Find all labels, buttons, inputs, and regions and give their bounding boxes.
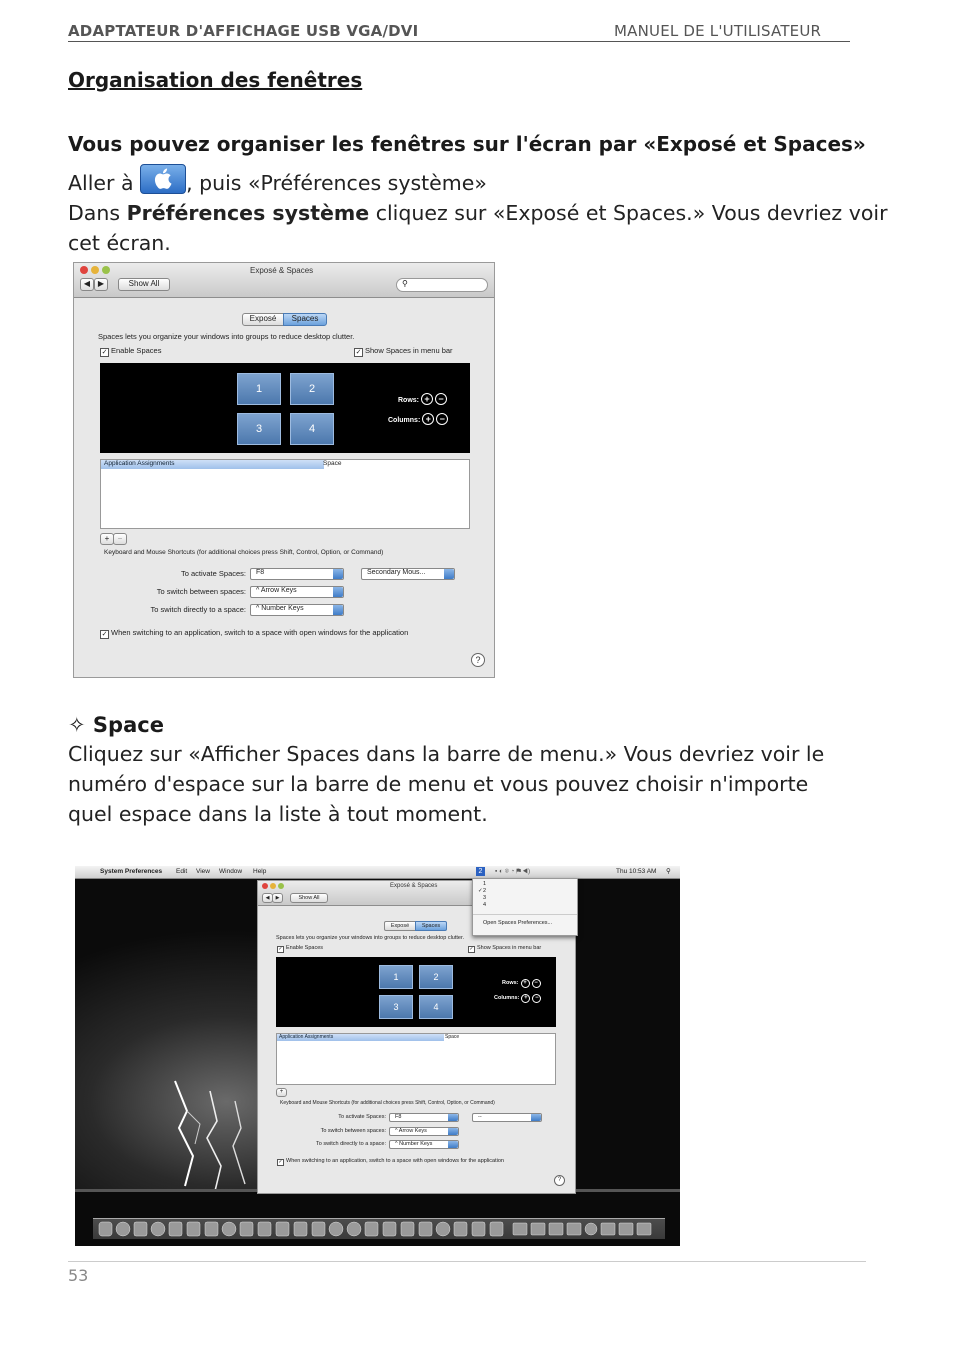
shortcuts-description: Keyboard and Mouse Shortcuts (for additional choices press Shift, Control, Option, or Command) [280, 1100, 495, 1106]
para1-line2 [68, 198, 888, 228]
checkbox-icon: ✓ [278, 946, 283, 952]
checkbox-icon: ✓ [101, 631, 108, 638]
plus-icon[interactable]: + [422, 413, 434, 425]
enable-spaces-checkbox[interactable] [100, 346, 161, 357]
space-tile[interactable]: 3 [237, 413, 281, 445]
activate-spaces-popup[interactable]: F8 [250, 568, 344, 580]
switch-between-popup[interactable]: ^ Arrow Keys [250, 586, 344, 598]
forward-arrow-icon[interactable]: ▶ [94, 278, 108, 291]
show-menu-bar-checkbox[interactable] [354, 346, 453, 357]
space-heading [68, 713, 164, 737]
application-assignments-list[interactable] [100, 459, 470, 529]
forward-arrow-icon[interactable]: ▶ [272, 893, 283, 903]
para1-line1 [68, 164, 888, 198]
para1-line2-a: Dans [68, 201, 121, 225]
tab-expose[interactable]: Exposé [384, 921, 416, 931]
switch-direct-label: To switch directly to a space: [150, 605, 246, 614]
space-tile[interactable]: 4 [419, 995, 453, 1019]
para1-line3: cet écran. [68, 231, 171, 255]
switch-direct-popup[interactable]: ^ Number Keys [389, 1140, 459, 1149]
tab-spaces[interactable]: Spaces [283, 313, 327, 326]
search-field[interactable] [396, 278, 488, 292]
dock [93, 1218, 665, 1239]
para2-line: quel espace dans la liste à tout moment. [68, 802, 488, 826]
checkbox-icon: ✓ [278, 1159, 283, 1165]
when-switching-checkbox[interactable] [277, 1158, 504, 1166]
switch-between-popup[interactable]: ^ Arrow Keys [389, 1127, 459, 1136]
dropdown-item-space[interactable]: 3 [483, 895, 487, 901]
space-tile[interactable]: 1 [379, 965, 413, 989]
paragraph-2 [68, 739, 824, 829]
when-switching-checkbox[interactable] [100, 628, 408, 639]
open-spaces-preferences[interactable]: Open Spaces Preferences... [483, 920, 553, 926]
space-tile[interactable]: 4 [290, 413, 334, 445]
para2-line: numéro d'espace sur la barre de menu et vous pouvez choisir n'importe [68, 772, 809, 796]
switch-direct-popup[interactable]: ^ Number Keys [250, 604, 344, 616]
spaces-grid-panel [276, 957, 556, 1027]
status-icons: ▪ ◐ ⌾ ◔ ⚑ ◀) [495, 868, 531, 875]
para2-line: Cliquez sur «Afficher Spaces dans la barre de menu.» Vous devriez voir le [68, 742, 825, 766]
para1-line2-b: cliquez sur «Exposé et Spaces.» Vous devriez voir [375, 201, 888, 225]
checkbox-icon: ✓ [355, 349, 362, 356]
column-header-application[interactable]: Application Assignments [101, 460, 324, 469]
search-icon: ⚲ [402, 279, 408, 288]
space-heading-label: Space [92, 713, 164, 737]
when-switching-label: When switching to an application, switch to a space with open windows for the application [111, 628, 409, 637]
rows-control [398, 393, 447, 405]
columns-label: Columns: [494, 995, 520, 1001]
spaces-menu-extra[interactable]: 2 [476, 867, 485, 876]
menu-view[interactable]: View [196, 868, 210, 875]
paragraph-1 [68, 164, 888, 258]
menu-help[interactable]: Help [253, 868, 267, 875]
menu-separator [473, 914, 577, 915]
tab-expose[interactable]: Exposé [242, 313, 284, 326]
add-icon[interactable]: + [100, 533, 114, 545]
add-icon[interactable]: + [276, 1088, 287, 1097]
header-rule [68, 41, 850, 42]
close-icon[interactable] [80, 266, 88, 274]
menu-app-name[interactable]: System Preferences [100, 868, 163, 875]
show-all-button[interactable]: Show All [118, 278, 170, 291]
minimize-icon[interactable] [270, 883, 276, 889]
dock-app-icons[interactable] [93, 1219, 665, 1239]
columns-control [388, 413, 448, 425]
space-tile[interactable]: 2 [290, 373, 334, 405]
space-tile[interactable]: 2 [419, 965, 453, 989]
show-menu-bar-label: Show Spaces in menu bar [365, 346, 453, 355]
window-titlebar [74, 263, 494, 298]
minus-icon[interactable]: − [436, 413, 448, 425]
column-header-space[interactable]: Space [323, 460, 342, 467]
menu-clock: Thu 10:53 AM [616, 868, 657, 875]
screenshot-desktop-spaces [75, 866, 680, 1246]
minimize-icon[interactable] [91, 266, 99, 274]
para1-line2-bold: Préférences système [126, 201, 370, 225]
mouse-button-popup[interactable]: Secondary Mous... [361, 568, 455, 580]
minus-icon[interactable]: − [532, 979, 541, 988]
minus-icon[interactable]: − [532, 994, 541, 1003]
back-arrow-icon[interactable]: ◀ [262, 893, 273, 903]
plus-icon[interactable]: + [521, 979, 530, 988]
menu-bar [75, 866, 680, 879]
switch-between-label: To switch between spaces: [156, 587, 246, 596]
space-tile[interactable]: 1 [237, 373, 281, 405]
enable-spaces-checkbox[interactable] [277, 945, 323, 953]
header-manual: MANUEL DE L'UTILISATEUR [614, 22, 822, 40]
switch-direct-label: To switch directly to a space: [315, 1141, 386, 1147]
dropdown-item-space[interactable]: 1 [483, 881, 487, 887]
spaces-dropdown-menu [472, 878, 578, 936]
rows-label: Rows: [502, 980, 519, 986]
header-title: ADAPTATEUR D'AFFICHAGE USB VGA/DVI [68, 22, 419, 40]
show-all-button[interactable]: Show All [290, 893, 328, 903]
spotlight-icon[interactable]: ⚲ [666, 868, 671, 875]
spaces-description: Spaces lets you organize your windows into groups to reduce desktop clutter. [276, 935, 465, 941]
spaces-grid-panel [100, 363, 470, 453]
plus-icon[interactable]: + [421, 393, 433, 405]
window-title: Exposé & Spaces [250, 266, 314, 275]
enable-spaces-label: Enable Spaces [286, 945, 323, 951]
column-header-space[interactable]: Space [445, 1034, 460, 1040]
application-assignments-list[interactable] [276, 1033, 556, 1085]
columns-label: Columns: [388, 417, 421, 424]
rows-control [502, 979, 541, 988]
page-number: 53 [68, 1266, 89, 1285]
dropdown-item-space[interactable]: 4 [483, 902, 487, 908]
activate-spaces-label: To activate Spaces: [180, 569, 246, 578]
enable-spaces-label: Enable Spaces [111, 346, 162, 355]
checkbox-icon: ✓ [101, 349, 108, 356]
footer-rule [68, 1261, 866, 1262]
space-tile[interactable]: 3 [379, 995, 413, 1019]
column-header-application[interactable]: Application Assignments [277, 1034, 444, 1041]
when-switching-label: When switching to an application, switch to a space with open windows for the application [286, 1158, 504, 1164]
minus-icon[interactable]: − [435, 393, 447, 405]
screenshot-expose-spaces [73, 262, 495, 678]
help-button[interactable]: ? [554, 1175, 565, 1186]
remove-icon[interactable]: − [113, 533, 127, 545]
activate-spaces-popup[interactable]: F8 [389, 1113, 459, 1122]
tab-spaces[interactable]: Spaces [415, 921, 447, 931]
zoom-icon[interactable] [278, 883, 284, 889]
menu-edit[interactable]: Edit [176, 868, 188, 875]
mouse-button-popup[interactable]: -- [472, 1113, 542, 1122]
para1-text-a: Aller à [68, 171, 134, 195]
spaces-description: Spaces lets you organize your windows into groups to reduce desktop clutter. [98, 332, 355, 341]
section-subtitle: Vous pouvez organiser les fenêtres sur l'écran par «Exposé et Spaces» [68, 132, 866, 156]
checkbox-icon: ✓ [469, 946, 474, 952]
rows-label: Rows: [398, 397, 419, 404]
checkmark-icon: ✓ [478, 888, 483, 894]
sparkle-icon: ✧ [68, 713, 86, 737]
close-icon[interactable] [262, 883, 268, 889]
activate-spaces-label: To activate Spaces: [338, 1114, 386, 1120]
show-menu-bar-checkbox[interactable] [468, 945, 541, 953]
switch-between-label: To switch between spaces: [320, 1128, 386, 1134]
help-button[interactable]: ? [471, 653, 485, 667]
columns-control [494, 994, 541, 1003]
apple-menu-icon [140, 164, 186, 194]
shortcuts-description: Keyboard and Mouse Shortcuts (for additional choices press Shift, Control, Option, or Command) [104, 549, 384, 556]
plus-icon[interactable]: + [521, 994, 530, 1003]
para1-text-b: , puis «Préférences système» [186, 171, 487, 195]
back-arrow-icon[interactable]: ◀ [80, 278, 94, 291]
dropdown-item-space[interactable]: 2 [483, 888, 487, 894]
menu-window[interactable]: Window [219, 868, 243, 875]
window-title: Exposé & Spaces [390, 883, 438, 889]
section-title: Organisation des fenêtres [68, 68, 363, 92]
show-menu-bar-label: Show Spaces in menu bar [477, 945, 542, 951]
zoom-icon[interactable] [102, 266, 110, 274]
